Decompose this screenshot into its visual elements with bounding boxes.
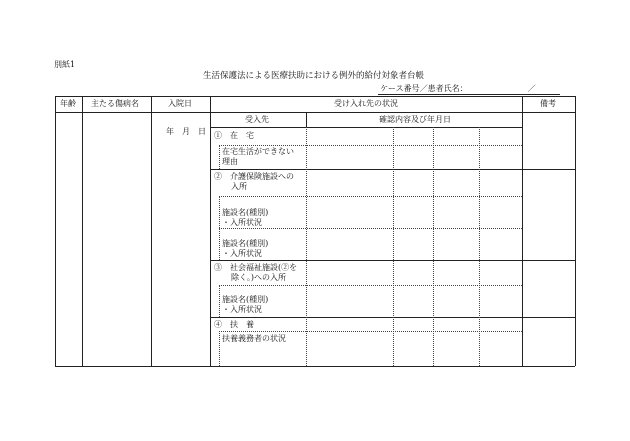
col-divider-disease: [151, 96, 152, 366]
subheader-bottom-border: [210, 127, 522, 128]
home-reason-line1: 在宅生活ができない: [222, 147, 294, 156]
entry-box-divider: [219, 228, 522, 229]
care-entry2-line1: 施設名(種別): [222, 239, 269, 248]
header-age: 年齢: [60, 99, 76, 108]
case-line-underline: [378, 94, 560, 95]
welfare-entry1-line1: 施設名(種別): [222, 295, 269, 304]
table-top-border: [55, 96, 575, 97]
header-remarks: 備考: [540, 99, 556, 108]
care-entry1-line2: ・入所状況: [222, 218, 262, 227]
subheader-divider: [306, 112, 307, 127]
welfare-entry1-line2: ・入所状況: [222, 305, 262, 314]
entry-box-top: [219, 285, 522, 286]
case-number-patient-name: ケース番号／患者氏名： ／: [380, 84, 536, 93]
entry-box-left: [219, 145, 220, 169]
table-right-border: [575, 96, 576, 366]
entry-box-left: [219, 285, 220, 317]
support-entry1: 扶養義務者の状況: [222, 334, 286, 343]
subheader-destination: 受入先: [245, 115, 269, 124]
table-bottom-border: [55, 366, 575, 367]
care-entry2-line2: ・入所状況: [222, 249, 262, 258]
table-left-border: [55, 96, 56, 366]
col-divider-age: [82, 96, 83, 366]
header-disease: 主たる傷病名: [91, 99, 139, 108]
care-entry1-line1: 施設名(種別): [222, 208, 269, 217]
entry-box-top: [219, 196, 522, 197]
document-title: 生活保護法による医療扶助における例外的給付対象者台帳: [203, 71, 425, 81]
header-admission: 入院日: [168, 99, 192, 108]
admission-date-placeholder: 年 月 日: [166, 127, 206, 136]
col-divider-admission: [210, 96, 211, 366]
entry-box-left: [219, 331, 220, 366]
attachment-label: 別紙1: [54, 60, 76, 69]
section-home-title: ① 在 宅: [214, 131, 254, 140]
col-divider-remarks: [522, 96, 523, 366]
section-care-title-line2: 入所: [231, 182, 247, 191]
home-reason-line2: 理由: [222, 157, 238, 166]
header-placement: 受け入れ先の状況: [334, 99, 398, 108]
section-welfare-title-line1: ③ 社会福祉施設(②を: [214, 263, 298, 272]
entry-box-top: [219, 145, 522, 146]
header-row-border: [55, 112, 575, 113]
entry-box-top: [219, 331, 522, 332]
subheader-confirmation: 確認内容及び年月日: [379, 115, 451, 124]
section-care-title-line1: ② 介護保険施設への: [214, 172, 294, 181]
section-welfare-title-line2: 除く。)への入所: [231, 273, 286, 282]
section-support-title: ④ 扶 養: [214, 320, 254, 329]
